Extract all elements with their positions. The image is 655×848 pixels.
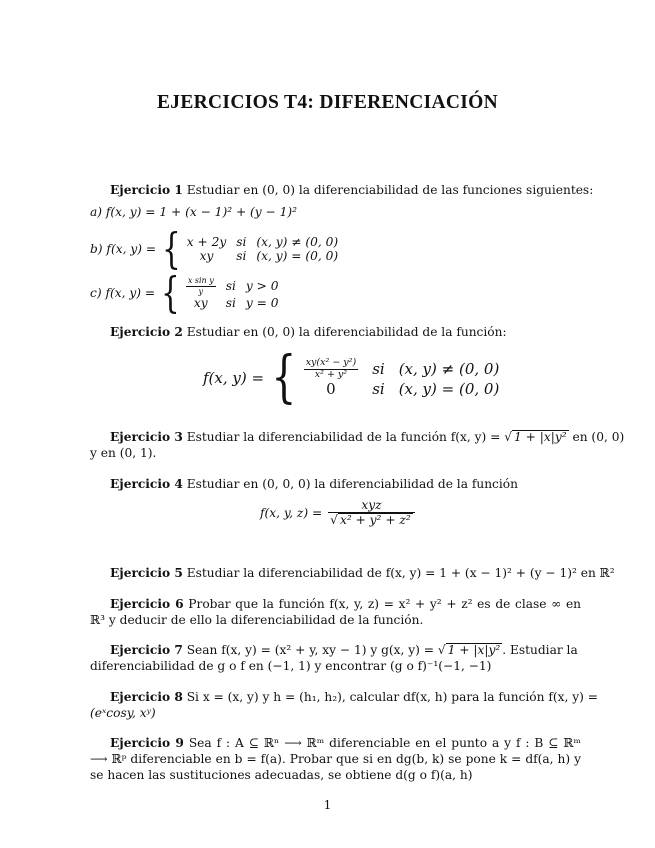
ej2-cases — [304, 358, 500, 399]
ej6-label: Ejercicio 6 — [110, 597, 184, 611]
ej1-b-row1-cond: (x, y) ≠ (0, 0) — [256, 235, 339, 249]
ej8-text: Si x = (x, y) y h = (h₁, h₂), calcular df(x, h) para la función f(x, y) = — [186, 690, 598, 704]
ej1-item-b — [90, 224, 339, 273]
ej9-text: Sea f : A ⊆ ℝⁿ ⟶ ℝᵐ diferenciable en el punto a y f : B ⊆ ℝᵐ ⟶ ℝᵖ diferenciable en b = f(a). Probar que si en dg(b, k) se pone k = df(a, h) y se hacen las sustituciones adecuadas, se obtiene d(g o f)(a, h) — [90, 736, 582, 782]
ej5-statement — [90, 565, 615, 581]
ej9-label: Ejercicio 9 — [110, 736, 184, 750]
ej1-c-row1-si: si — [225, 279, 236, 293]
ej7-label: Ejercicio 7 — [110, 643, 183, 657]
ej8-line2: (eˣcosy, xʸ) — [90, 706, 156, 720]
ej7-statement — [90, 642, 590, 658]
ej4-lhs: f(x, y, z) = — [260, 505, 323, 520]
ej1-b-row2-cond: (x, y) = (0, 0) — [256, 249, 339, 263]
sqrt-icon: √ — [330, 513, 338, 528]
ej9-statement — [90, 735, 581, 783]
ej4-den-sqrt: x² + y² + z² — [339, 513, 411, 528]
ej2-row1-den: x² + y² — [314, 368, 348, 380]
ej1-label: Ejercicio 1 — [110, 183, 183, 197]
ej1-item-c — [90, 268, 279, 317]
ej1-c-row1-den: y — [198, 286, 204, 296]
ej1-c-row2-si: si — [225, 295, 236, 310]
ej3-label: Ejercicio 3 — [110, 430, 183, 444]
ej2-row1-num: xy(x² − y²) — [305, 356, 357, 368]
ej7-sqrt: 1 + |x|y² — [447, 643, 501, 657]
ej1-b-row2-expr: xy — [199, 249, 214, 263]
ej1-b-row1-si: si — [236, 235, 247, 249]
ej5-text: Estudiar la diferenciabilidad de f(x, y) = 1 + (x − 1)² + (y − 1)² en ℝ² — [186, 566, 615, 580]
ej1-c-row2-cond: y = 0 — [245, 295, 279, 310]
ej2-row2-expr: 0 — [326, 380, 336, 399]
ej2-row2-si: si — [372, 380, 385, 399]
ej1-c-fraction — [186, 276, 216, 295]
ej4-formula — [260, 498, 415, 527]
page-number: 1 — [323, 798, 332, 812]
ej2-row1-cond: (x, y) ≠ (0, 0) — [398, 360, 500, 378]
ej4-text: Estudiar en (0, 0, 0) la diferenciabilidad de la función — [186, 477, 518, 491]
left-brace-icon: { — [161, 268, 180, 317]
ej1-c-row2-expr: xy — [193, 295, 208, 310]
ej4-fraction — [328, 498, 415, 527]
page-title: EJERCICIOS T4: DIFERENCIACIÓN — [157, 92, 498, 113]
ej8-label: Ejercicio 8 — [110, 690, 183, 704]
ej1-b-row2-si: si — [236, 249, 247, 263]
ej1-text: Estudiar en (0, 0) la diferenciabilidad de las funciones siguientes: — [186, 183, 594, 197]
ej3-text-after: en (0, 0) — [572, 430, 625, 444]
sqrt-icon: √ — [504, 430, 513, 444]
ej4-label: Ejercicio 4 — [110, 477, 183, 491]
ej3-text-before: Estudiar la diferenciabilidad de la función f(x, y) = — [186, 430, 501, 444]
ej2-row1-si: si — [372, 360, 385, 378]
ej4-num: xyz — [328, 498, 415, 513]
ej6-text: Probar que la función f(x, y, z) = x² + y² + z² es de clase ∞ en ℝ³ y deducir de ello la diferenciabilidad de la función. — [90, 597, 582, 627]
ej1-statement — [90, 182, 594, 198]
ej2-statement — [90, 324, 590, 340]
ej3-sqrt: 1 + |x|y² — [514, 430, 567, 444]
ej6-statement — [90, 596, 581, 628]
ej1-b-cases — [187, 235, 338, 263]
ej1-b-row1-expr: x + 2y — [186, 235, 227, 249]
ej8-statement — [90, 689, 598, 705]
ej2-lhs: f(x, y) = — [203, 369, 265, 387]
ej2-label: Ejercicio 2 — [110, 325, 183, 339]
ej7-text-before: Sean f(x, y) = (x² + y, xy − 1) y g(x, y) = — [186, 643, 434, 657]
ej3-statement — [90, 429, 625, 445]
ej7-line2: diferenciabilidad de g o f en (−1, 1) y encontrar (g o f)⁻¹(−1, −1) — [90, 659, 492, 673]
ej2-text: Estudiar en (0, 0) la diferenciabilidad de la función: — [186, 325, 507, 339]
sqrt-icon: √ — [437, 643, 446, 657]
ej1-b-prefix: b) f(x, y) = — [90, 242, 157, 256]
ej1-c-cases — [186, 276, 279, 309]
ej7-text-after: . Estudiar la — [502, 643, 578, 657]
ej4-statement — [90, 476, 590, 492]
ej2-formula — [203, 345, 500, 410]
ej3-line2: y en (0, 1). — [90, 446, 157, 460]
ej2-fraction — [304, 358, 358, 381]
ej1-c-prefix: c) f(x, y) = — [90, 286, 156, 300]
ej1-c-row1-num: x sin y — [187, 276, 214, 286]
ej1-c-row1-cond: y > 0 — [245, 279, 279, 293]
left-brace-icon: { — [271, 345, 297, 410]
left-brace-icon: { — [162, 224, 181, 273]
ej2-row2-cond: (x, y) = (0, 0) — [398, 380, 500, 399]
ej5-label: Ejercicio 5 — [110, 566, 183, 580]
ej1-item-a: a) f(x, y) = 1 + (x − 1)² + (y − 1)² — [90, 205, 298, 219]
